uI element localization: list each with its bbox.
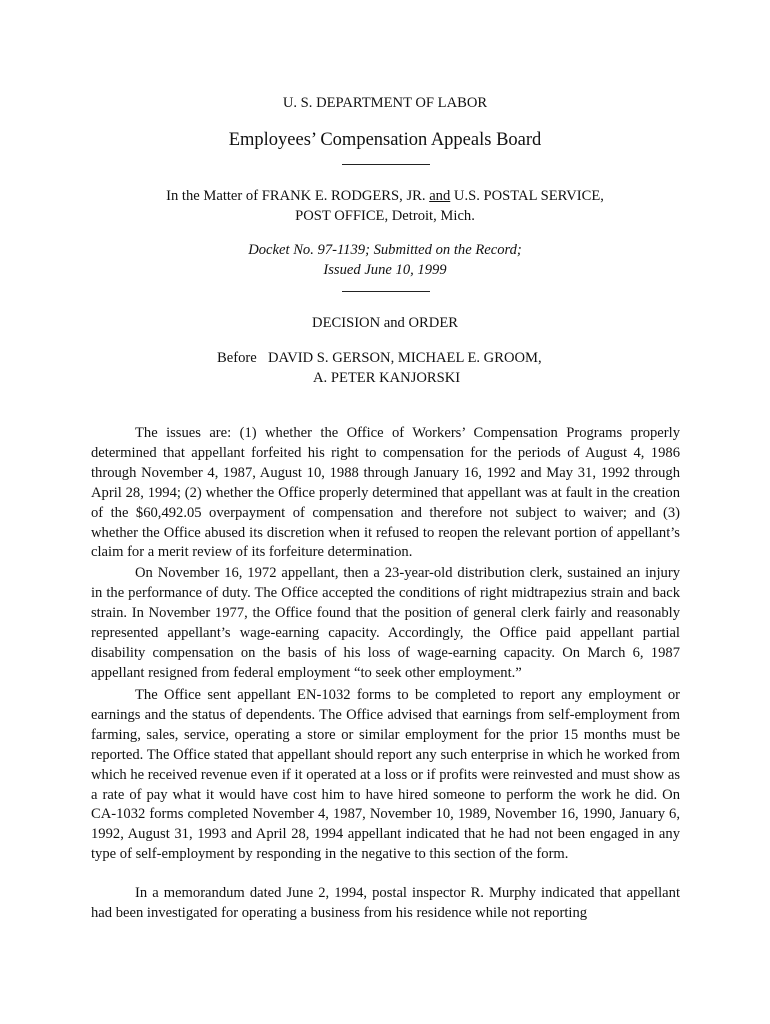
before-label: Before	[217, 350, 257, 366]
paragraph-injury-history: On November 16, 1972 appellant, then a 23-year-old distribution clerk, sustained an injury in the performance of duty. The Office accepted the conditions of right midtrapezius strain and back strain. In November 1977, the Office found that the position of general clerk fairly and reasonably represented appellant’s wage-earning capacity. Accordingly, the Office paid appellant partial disability compensation on the basis of his loss of wage-earning capacity. On March 6, 1987 appellant resigned from federal employment “to seek other employment.”	[91, 565, 680, 681]
paragraph-issues: The issues are: (1) whether the Office of Workers’ Compensation Programs properly determined that appellant forfeited his right to compensation for the periods of August 4, 1986 through November 4, 1987, August 10, 1988 through January 16, 1992 and May 31, 1992 through April 28, 1994; (2) whether the Office properly determined that appellant was at fault in the creation of the $60,492.05 overpayment of compensation and therefore not subject to waiver; and (3) whether the Office abused its discretion when it refused to reopen the relevant portion of appellant’s claim for a merit review of its forfeiture determination.	[91, 425, 680, 561]
matter-line-1	[0, 187, 770, 207]
matter-caption	[0, 187, 770, 227]
board-title: Employees’ Compensation Appeals Board	[228, 130, 542, 150]
matter-line-2: POST OFFICE, Detroit, Mich.	[295, 207, 475, 224]
docket-line-2: Issued June 10, 1999	[323, 261, 447, 278]
docket-divider	[342, 291, 430, 292]
title-divider	[342, 164, 430, 165]
decision-title: DECISION and ORDER	[312, 315, 458, 331]
judges-line-2: A. PETER KANJORSKI	[313, 369, 461, 386]
paragraph-memorandum: In a memorandum dated June 2, 1994, postal inspector R. Murphy indicated that appellant had been investigated for operating a business from his residence while not reporting	[91, 885, 680, 921]
paragraph-forms: The Office sent appellant EN-1032 forms to be completed to report any employment or earnings and the status of dependents. The Office advised that earnings from self-employment from farming, sales, service, operating a store or similar employment for the prior 15 months must be reported. The Office stated that appellant should report any such enterprise in which he worked from which he received revenue even if it operated at a loss or if profits were reinvested and must show as a rate of pay what it would have cost him to have hired someone to perform the work he did. On CA-1032 forms completed November 4, 1987, November 10, 1989, November 16, 1990, January 6, 1992, August 31, 1993 and April 28, 1994 appellant indicated that he had not been engaged in any type of self-employment by responding in the negative to this section of the form.	[91, 687, 680, 863]
agency-heading: U. S. DEPARTMENT OF LABOR	[282, 95, 488, 111]
docket-line-1: Docket No. 97-1139; Submitted on the Record;	[248, 242, 522, 258]
matter-respondent: U.S. POSTAL SERVICE,	[453, 188, 604, 204]
matter-appellant: In the Matter of FRANK E. RODGERS, JR.	[166, 188, 426, 204]
docket-info	[0, 241, 770, 281]
matter-and: and	[429, 188, 451, 204]
judges-line-1: DAVID S. GERSON, MICHAEL E. GROOM,	[268, 350, 542, 366]
